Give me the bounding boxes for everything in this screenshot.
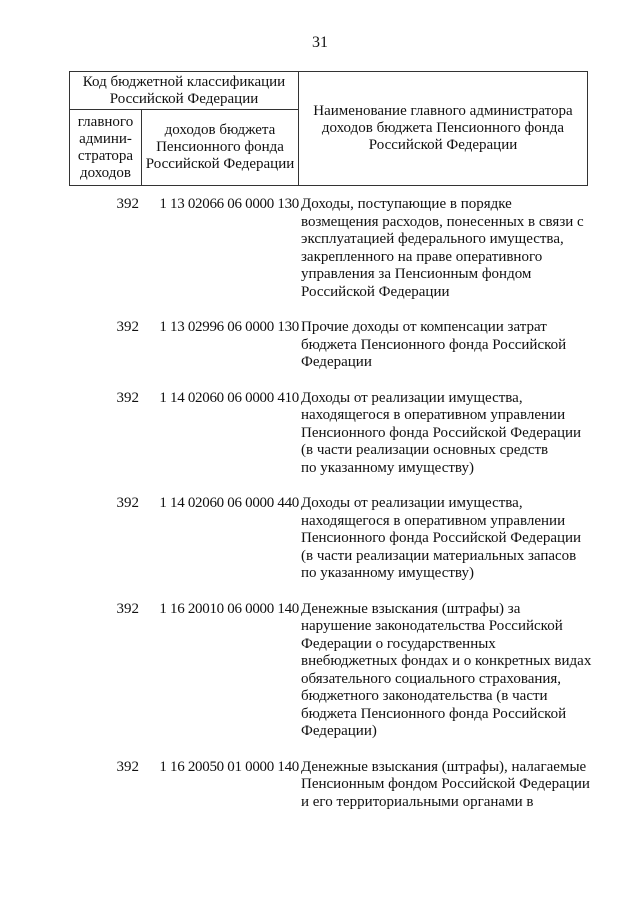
row-admin-code: 392 <box>116 600 139 617</box>
row-admin-code: 392 <box>116 319 139 335</box>
row-income-name: Денежные взыскания (штрафы) за нарушение законодательства Российской Федерации о государственных внебюджетных фондах и о конкретных видах обязательного социального страхования, бюджетного законодательства (в части бюджета Пенсионного фонда Российской Федерации) <box>301 600 592 739</box>
row-admin-code: 392 <box>116 389 139 406</box>
row-admin-code: 392 <box>116 196 139 212</box>
row-income-code: 1 14 02060 06 0000 440 <box>159 495 299 511</box>
header-administrator-name: Наименование главного администратора доходов бюджета Пенсионного фонда Российской Федерации <box>299 72 588 186</box>
row-admin-code: 392 <box>116 495 139 511</box>
header-income-code: доходов бюджета Пенсионного фонда Российской Федерации <box>142 110 299 186</box>
page-number: 31 <box>312 34 328 51</box>
row-income-code: 1 13 02996 06 0000 130 <box>159 319 299 335</box>
table-row <box>0 390 640 478</box>
table-row <box>0 601 640 741</box>
row-income-code: 1 14 02060 06 0000 410 <box>159 389 299 406</box>
row-admin-code: 392 <box>116 758 139 775</box>
row-income-name: Доходы от реализации имущества, находящегося в оперативном управлении Пенсионного фонда Российской Федерации (в части реализации основных средств по указанному имуществу) <box>301 389 582 476</box>
classification-rows <box>0 196 640 829</box>
row-income-code: 1 16 20010 06 0000 140 <box>159 600 299 617</box>
table-row <box>0 759 640 812</box>
header-main-administrator: главного админи-стратора доходов <box>70 110 142 186</box>
classification-header-table <box>69 71 588 186</box>
row-income-name: Доходы, поступающие в порядке возмещения расходов, понесенных в связи с эксплуатацией федерального имущества, закрепленного на праве оперативного управления за Пенсионным фондом Российской Федерации <box>301 196 584 300</box>
table-row <box>0 196 640 301</box>
row-income-code: 1 16 20050 01 0000 140 <box>159 758 299 775</box>
row-income-name: Денежные взыскания (штрафы), налагаемые Пенсионным фондом Российской Федерации и его территориальными органами в <box>301 758 590 810</box>
row-income-code: 1 13 02066 06 0000 130 <box>159 196 299 212</box>
row-income-name: Доходы от реализации имущества, находящегося в оперативном управлении Пенсионного фонда Российской Федерации (в части реализации материальных запасов по указанному имуществу) <box>301 495 582 581</box>
table-row <box>0 495 640 583</box>
table-row <box>0 319 640 372</box>
row-income-name: Прочие доходы от компенсации затрат бюджета Пенсионного фонда Российской Федерации <box>301 319 567 370</box>
header-code-group: Код бюджетной классификации Российской Федерации <box>70 72 299 110</box>
